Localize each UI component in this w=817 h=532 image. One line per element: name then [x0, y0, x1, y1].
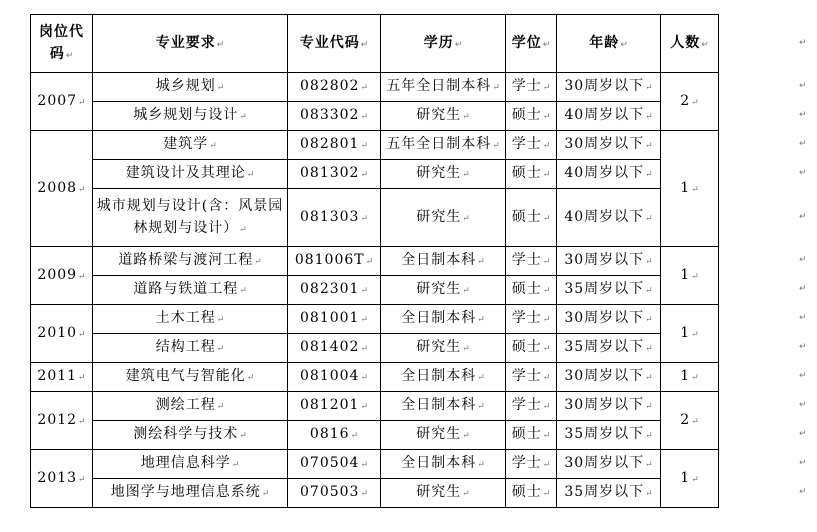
degree-cell: 硕士↵ — [506, 276, 557, 305]
age-cell: 40周岁以下↵ — [557, 102, 661, 131]
major-code-cell: 081004↵ — [288, 363, 381, 392]
major-code-cell: 0816↵ — [288, 421, 381, 450]
table-row — [31, 247, 719, 276]
table-row — [31, 131, 719, 160]
age-cell: 30周岁以下↵ — [557, 305, 661, 334]
row-end-mark: ↵ — [799, 342, 807, 352]
row-end-mark: ↵ — [799, 429, 807, 439]
recruitment-table — [30, 14, 719, 508]
row-end-mark: ↵ — [799, 255, 807, 265]
major-cell: 建筑设计及其理论↵ — [93, 160, 288, 189]
education-cell: 全日制本科↵ — [381, 392, 506, 421]
major-code-cell: 081006T↵ — [288, 247, 381, 276]
table-row — [31, 450, 719, 479]
headcount-cell: 2↵ — [661, 392, 719, 450]
position-code-cell: 2012↵ — [31, 392, 93, 450]
age-cell: 35周岁以下↵ — [557, 276, 661, 305]
major-cell: 城市规划与设计(含：风景园林规划与设计）↵ — [93, 189, 288, 247]
age-cell: 40周岁以下↵ — [557, 189, 661, 247]
education-cell: 研究生↵ — [381, 479, 506, 508]
table-row — [31, 305, 719, 334]
position-code-cell: 2010↵ — [31, 305, 93, 363]
major-cell: 土木工程↵ — [93, 305, 288, 334]
headcount-cell: 1↵ — [661, 131, 719, 247]
age-cell: 30周岁以下↵ — [557, 131, 661, 160]
position-code-cell: 2011↵ — [31, 363, 93, 392]
education-cell: 五年全日制本科↵ — [381, 131, 506, 160]
row-end-mark: ↵ — [799, 371, 807, 381]
headcount-cell: 1↵ — [661, 247, 719, 305]
age-cell: 40周岁以下↵ — [557, 160, 661, 189]
degree-cell: 硕士↵ — [506, 334, 557, 363]
major-code-cell: 081302↵ — [288, 160, 381, 189]
major-code-cell: 082301↵ — [288, 276, 381, 305]
major-cell: 建筑学↵ — [93, 131, 288, 160]
headcount-cell: 1↵ — [661, 450, 719, 508]
table-row — [31, 392, 719, 421]
row-end-mark: ↵ — [799, 458, 807, 468]
degree-cell: 硕士↵ — [506, 102, 557, 131]
age-cell: 30周岁以下↵ — [557, 73, 661, 102]
education-cell: 全日制本科↵ — [381, 305, 506, 334]
row-end-mark: ↵ — [799, 211, 807, 222]
degree-cell: 硕士↵ — [506, 421, 557, 450]
age-cell: 30周岁以下↵ — [557, 363, 661, 392]
header-count: 人数↵ — [661, 15, 719, 73]
table-row — [31, 189, 719, 247]
major-cell: 地理信息科学↵ — [93, 450, 288, 479]
education-cell: 研究生↵ — [381, 334, 506, 363]
major-code-cell: 083302↵ — [288, 102, 381, 131]
row-end-mark: ↵ — [799, 81, 807, 91]
header-major-code: 专业代码↵ — [288, 15, 381, 73]
age-cell: 30周岁以下↵ — [557, 450, 661, 479]
major-code-cell: 070504↵ — [288, 450, 381, 479]
position-code-cell: 2008↵ — [31, 131, 93, 247]
degree-cell: 学士↵ — [506, 73, 557, 102]
major-cell: 测绘工程↵ — [93, 392, 288, 421]
major-code-cell: 081001↵ — [288, 305, 381, 334]
major-cell: 道路桥梁与渡河工程↵ — [93, 247, 288, 276]
position-code-cell: 2007↵ — [31, 73, 93, 131]
education-cell: 研究生↵ — [381, 160, 506, 189]
header-row — [31, 15, 719, 73]
education-cell: 全日制本科↵ — [381, 247, 506, 276]
degree-cell: 学士↵ — [506, 363, 557, 392]
table-row — [31, 73, 719, 102]
education-cell: 研究生↵ — [381, 421, 506, 450]
major-cell: 城乡规划与设计↵ — [93, 102, 288, 131]
table-row — [31, 421, 719, 450]
table-body — [31, 15, 719, 508]
major-code-cell: 082801↵ — [288, 131, 381, 160]
header-major: 专业要求↵ — [93, 15, 288, 73]
position-code-cell: 2009↵ — [31, 247, 93, 305]
header-degree: 学位↵ — [506, 15, 557, 73]
table-row — [31, 160, 719, 189]
age-cell: 30周岁以下↵ — [557, 247, 661, 276]
major-code-cell: 070503↵ — [288, 479, 381, 508]
headcount-cell: 1↵ — [661, 305, 719, 363]
headcount-cell: 2↵ — [661, 73, 719, 131]
education-cell: 全日制本科↵ — [381, 450, 506, 479]
degree-cell: 学士↵ — [506, 392, 557, 421]
major-cell: 城乡规划↵ — [93, 73, 288, 102]
degree-cell: 硕士↵ — [506, 189, 557, 247]
row-end-mark: ↵ — [799, 37, 807, 48]
row-end-mark: ↵ — [799, 168, 807, 178]
header-code: 岗位代码↵ — [31, 15, 93, 73]
degree-cell: 学士↵ — [506, 450, 557, 479]
degree-cell: 学士↵ — [506, 131, 557, 160]
table-row — [31, 363, 719, 392]
row-end-mark: ↵ — [799, 284, 807, 294]
table-row — [31, 334, 719, 363]
row-end-mark: ↵ — [799, 313, 807, 323]
major-code-cell: 081201↵ — [288, 392, 381, 421]
age-cell: 35周岁以下↵ — [557, 334, 661, 363]
row-end-mark: ↵ — [799, 139, 807, 149]
headcount-cell: 1↵ — [661, 363, 719, 392]
degree-cell: 硕士↵ — [506, 479, 557, 508]
major-code-cell: 081303↵ — [288, 189, 381, 247]
degree-cell: 学士↵ — [506, 305, 557, 334]
major-cell: 道路与铁道工程↵ — [93, 276, 288, 305]
age-cell: 30周岁以下↵ — [557, 392, 661, 421]
major-code-cell: 081402↵ — [288, 334, 381, 363]
degree-cell: 学士↵ — [506, 247, 557, 276]
major-code-cell: 082802↵ — [288, 73, 381, 102]
table-row — [31, 479, 719, 508]
row-end-mark: ↵ — [799, 110, 807, 120]
education-cell: 研究生↵ — [381, 189, 506, 247]
age-cell: 35周岁以下↵ — [557, 421, 661, 450]
education-cell: 研究生↵ — [381, 102, 506, 131]
table-row — [31, 102, 719, 131]
major-cell: 建筑电气与智能化↵ — [93, 363, 288, 392]
table-row — [31, 276, 719, 305]
header-age: 年龄↵ — [557, 15, 661, 73]
position-code-cell: 2013↵ — [31, 450, 93, 508]
degree-cell: 硕士↵ — [506, 160, 557, 189]
row-end-mark: ↵ — [799, 400, 807, 410]
header-education: 学历↵ — [381, 15, 506, 73]
major-cell: 地图学与地理信息系统↵ — [93, 479, 288, 508]
major-cell: 测绘科学与技术↵ — [93, 421, 288, 450]
major-cell: 结构工程↵ — [93, 334, 288, 363]
education-cell: 研究生↵ — [381, 276, 506, 305]
education-cell: 五年全日制本科↵ — [381, 73, 506, 102]
row-end-mark: ↵ — [799, 487, 807, 497]
education-cell: 全日制本科↵ — [381, 363, 506, 392]
age-cell: 35周岁以下↵ — [557, 479, 661, 508]
